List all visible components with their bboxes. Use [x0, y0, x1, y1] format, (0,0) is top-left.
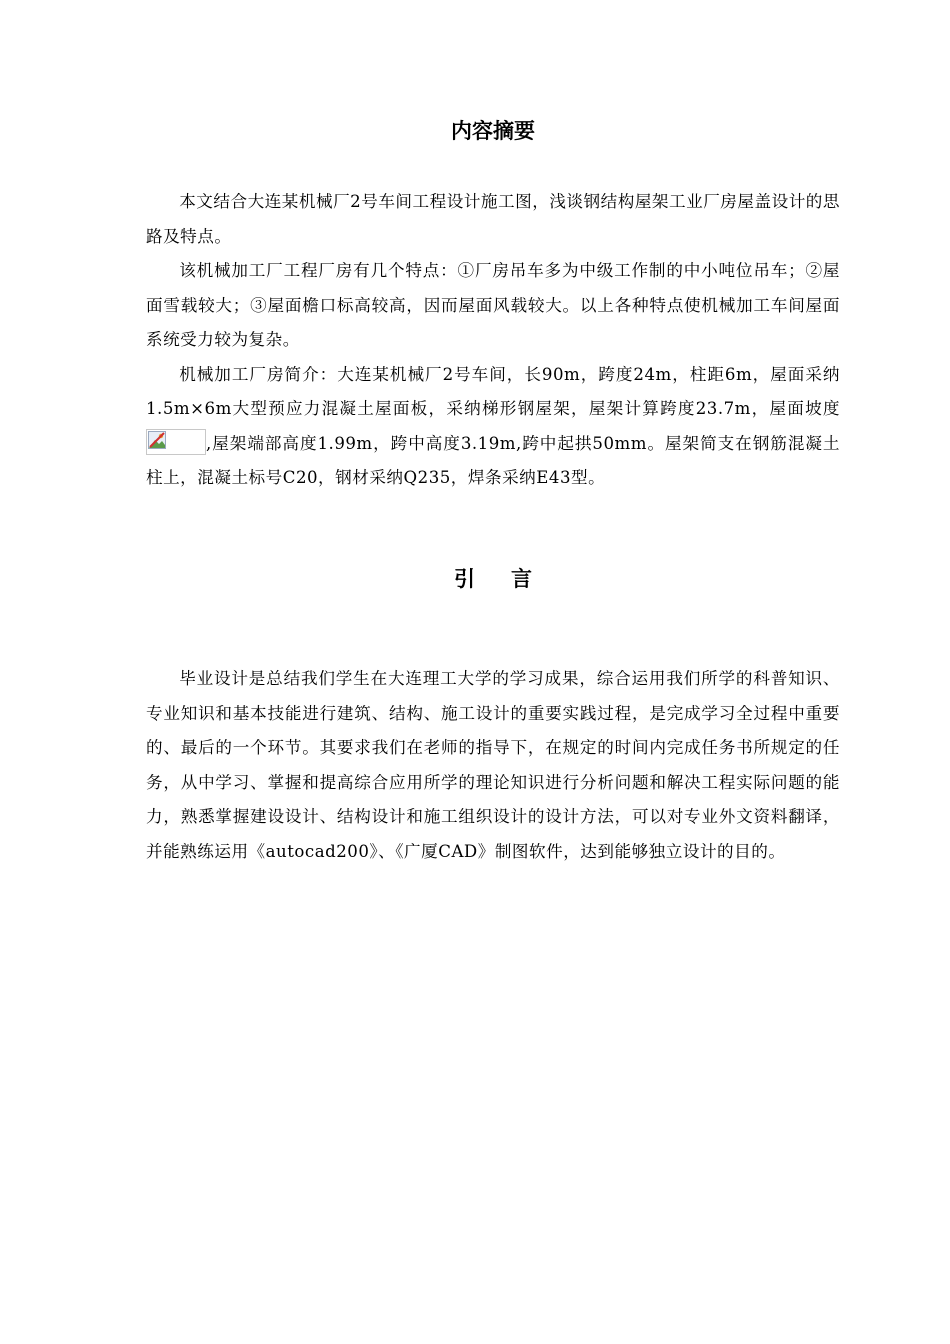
- intro-body: [146, 662, 840, 869]
- abstract-body: [146, 185, 840, 496]
- abstract-paragraph-2: 该机械加工厂工程厂房有几个特点：①厂房吊车多为中级工作制的中小吨位吊车；②屋面雪载较大；③屋面檐口标高较高，因而屋面风载较大。以上各种特点使机械加工车间屋面系统受力较为复杂。: [146, 261, 840, 349]
- intro-title-char-1: 引: [454, 567, 475, 591]
- abstract-paragraph-3-before: 机械加工厂房简介：大连某机械厂2号车间，长90m，跨度24m，柱距6m，屋面采纳1.5m×6m大型预应力混凝土屋面板，采纳梯形钢屋架，屋架计算跨度23.7m，屋面坡度: [146, 364, 840, 418]
- intro-paragraph-1: 毕业设计是总结我们学生在大连理工大学的学习成果，综合运用我们所学的科普知识、专业知识和基本技能进行建筑、结构、施工设计的重要实践过程，是完成学习全过程中重要的、最后的一个环节。其要求我们在老师的指导下，在规定的时间内完成任务书所规定的任务，从中学习、掌握和提高综合应用所学的理论知识进行分析问题和解决工程实际问题的能力，熟悉掌握建设设计、结构设计和施工组织设计的设计方法，可以对专业外文资料翻译，并能熟练运用《autocad200》、《广厦CAD》制图软件，达到能够独立设计的目的。: [146, 669, 840, 861]
- intro-title: [146, 563, 840, 593]
- abstract-title: 内容摘要: [451, 119, 535, 143]
- abstract-paragraph-3: [146, 358, 840, 496]
- intro-title-char-2: 言: [511, 567, 532, 591]
- abstract-paragraph-1: 本文结合大连某机械厂2号车间工程设计施工图，浅谈钢结构屋架工业厂房屋盖设计的思路及特点。: [146, 192, 840, 246]
- abstract-paragraph-3-after: ,屋架端部高度1.99m，跨中高度3.19m,跨中起拱50mm。屋架简支在钢筋混凝土柱上，混凝土标号C20，钢材采纳Q235，焊条采纳E43型。: [146, 433, 840, 487]
- broken-image-icon: [146, 429, 206, 455]
